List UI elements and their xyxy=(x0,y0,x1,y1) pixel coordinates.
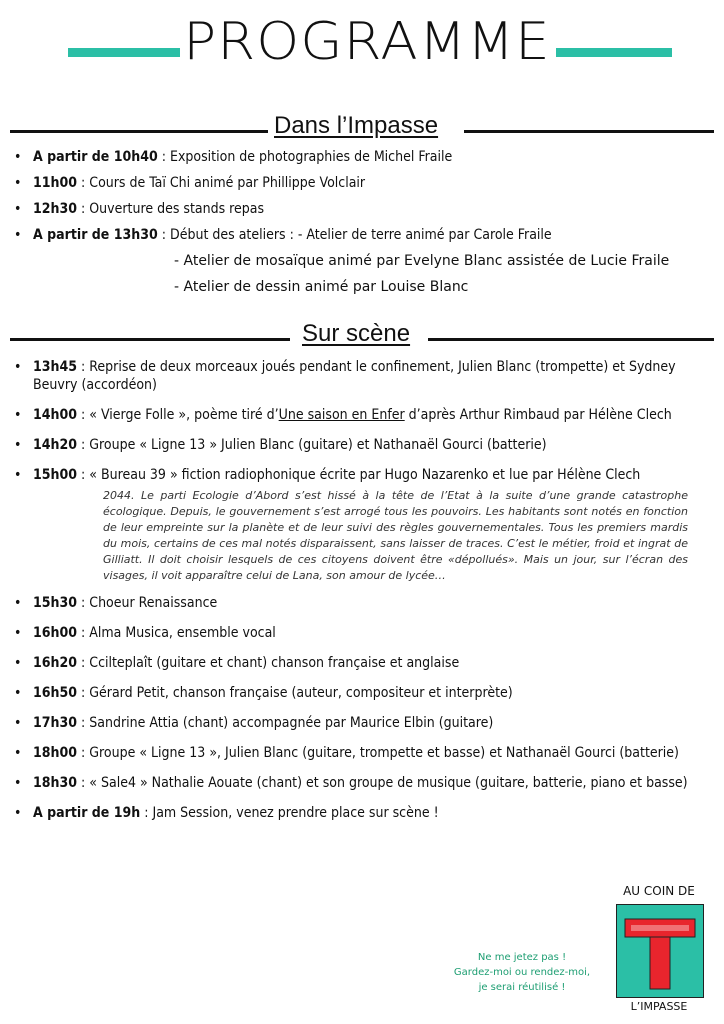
section-header-scene xyxy=(10,320,714,350)
bullet: • xyxy=(14,625,22,641)
page-title: PROGRAMME xyxy=(183,12,551,72)
bullet: • xyxy=(14,715,22,731)
list-item xyxy=(0,714,724,732)
section-title-impasse: Dans l’Impasse xyxy=(274,112,439,139)
item-text: : Alma Musica, ensemble vocal xyxy=(77,625,276,641)
logo-box xyxy=(616,904,704,998)
logo-bottom-text: L’IMPASSE xyxy=(630,1000,688,1013)
section-header-impasse xyxy=(10,112,714,142)
item-text: : Ccilteplaît (guitare et chant) chanson française et anglaise xyxy=(77,655,460,671)
list-item xyxy=(0,594,724,612)
list-item xyxy=(0,654,724,672)
reuse-note-line: Gardez-moi ou rendez-moi, xyxy=(453,967,591,978)
item-time: 15h00 xyxy=(33,467,78,483)
list-item xyxy=(0,684,724,702)
item-text: : Sandrine Attia (chant) accompagnée par Maurice Elbin (guitare) xyxy=(77,715,494,731)
synopsis-text: 2044. Le parti Ecologie d’Abord s’est hissé à la tête de l’Etat à la suite d’une grande catastrophe écologique. Depuis, le gouvernement s’est arrogé tous les pouvoirs. Les habitants sont notés en fonction de leur empreinte sur la planète et de leur suivi des règles gouvernementales. Tous les premiers mardis du mois, certains de ces mal notés disparaissent, sans laisser de traces. C’est le métier, froid et ingrat de Gilliatt. Il doit choisir lesquels de ces citoyens doivent être «dépollués». Mais un jour, sur l’écran des visages, il voit apparaître celui de Lana, son amour de lycée… xyxy=(103,489,688,582)
bullet: • xyxy=(14,359,22,375)
bullet: • xyxy=(14,149,22,165)
bullet: • xyxy=(14,685,22,701)
list-item xyxy=(0,624,724,642)
bullet: • xyxy=(14,201,22,217)
item-time: A partir de 13h30 xyxy=(33,227,158,243)
bullet: • xyxy=(14,805,22,821)
list-item xyxy=(0,148,724,166)
list-item xyxy=(0,804,724,822)
item-time: 13h45 xyxy=(33,359,78,375)
bullet: • xyxy=(14,595,22,611)
bullet: • xyxy=(14,775,22,791)
item-time: 14h00 xyxy=(33,407,78,423)
item-text: : « Sale4 » Nathalie Aouate (chant) et son groupe de musique (guitare, batterie, piano et basse) xyxy=(77,775,688,791)
item-time: 18h30 xyxy=(33,775,78,791)
item-time: 11h00 xyxy=(33,175,78,191)
item-text: : « Bureau 39 » fiction radiophonique écrite par Hugo Nazarenko et lue par Hélène Clech xyxy=(77,467,641,483)
item-text: : Choeur Renaissance xyxy=(77,595,218,611)
title-area xyxy=(0,10,724,80)
list-item xyxy=(0,174,724,192)
title-bar-left xyxy=(68,48,180,57)
item-time: 16h50 xyxy=(33,685,78,701)
item-text: : Groupe « Ligne 13 », Julien Blanc (guitare, trompette et basse) et Nathanaël Gourci (batterie) xyxy=(77,745,679,761)
item-time: 15h30 xyxy=(33,595,78,611)
section-rule-right xyxy=(428,338,714,341)
book-title: Une saison en Enfer xyxy=(278,407,405,423)
title-bar-right xyxy=(556,48,672,57)
item-time: 12h30 xyxy=(33,201,78,217)
list-item xyxy=(0,774,724,792)
item-text: : Reprise de deux morceaux joués pendant le confinement, Julien Blanc (trompette) et Sydney Beuvry (accordéon) xyxy=(33,359,676,393)
item-text: : Ouverture des stands repas xyxy=(77,201,265,217)
item-time: 14h20 xyxy=(33,437,78,453)
list-item xyxy=(0,358,724,394)
bullet: • xyxy=(14,407,22,423)
bullet: • xyxy=(14,655,22,671)
scene-list xyxy=(0,358,724,822)
dead-end-sign-icon xyxy=(617,905,703,997)
item-time: 18h00 xyxy=(33,745,78,761)
list-item xyxy=(0,200,724,218)
section-rule-left xyxy=(10,130,268,133)
item-text: : « Vierge Folle », poème tiré d’ xyxy=(77,407,279,423)
list-item xyxy=(0,226,724,244)
bullet: • xyxy=(14,745,22,761)
reuse-note xyxy=(448,950,596,995)
section-rule-left xyxy=(10,338,290,341)
item-text: : Cours de Taï Chi animé par Phillippe Volclair xyxy=(77,175,366,191)
list-item xyxy=(0,744,724,762)
section-title-scene: Sur scène xyxy=(302,320,411,347)
list-item xyxy=(0,466,724,584)
bullet: • xyxy=(14,227,22,243)
bullet: • xyxy=(14,467,22,483)
item-time: 17h30 xyxy=(33,715,78,731)
bullet: • xyxy=(14,175,22,191)
reuse-note-line: je serai réutilisé ! xyxy=(478,982,566,993)
list-item xyxy=(0,406,724,424)
item-time: 16h00 xyxy=(33,625,78,641)
item-time: 16h20 xyxy=(33,655,78,671)
reuse-note-line: Ne me jetez pas ! xyxy=(477,952,567,963)
section-rule-right xyxy=(464,130,714,133)
item-text: : Jam Session, venez prendre place sur scène ! xyxy=(140,805,439,821)
list-item xyxy=(0,436,724,454)
item-text: : Début des ateliers : - Atelier de terre animé par Carole Fraile xyxy=(157,227,552,243)
item-text: : Gérard Petit, chanson française (auteur, compositeur et interprète) xyxy=(77,685,513,701)
logo-top-text: AU COIN DE xyxy=(623,884,695,898)
item-text: d’après Arthur Rimbaud par Hélène Clech xyxy=(404,407,672,423)
item-time: A partir de 19h xyxy=(33,805,141,821)
logo xyxy=(606,884,712,1018)
item-text: : Groupe « Ligne 13 » Julien Blanc (guitare) et Nathanaël Gourci (batterie) xyxy=(77,437,547,453)
sub-item: - Atelier de mosaïque animé par Evelyne Blanc assistée de Lucie Fraile xyxy=(174,253,670,269)
impasse-list xyxy=(0,148,724,296)
sub-item: - Atelier de dessin animé par Louise Blanc xyxy=(174,279,469,295)
bullet: • xyxy=(14,437,22,453)
item-text: : Exposition de photographies de Michel Fraile xyxy=(157,149,453,165)
item-time: A partir de 10h40 xyxy=(33,149,158,165)
